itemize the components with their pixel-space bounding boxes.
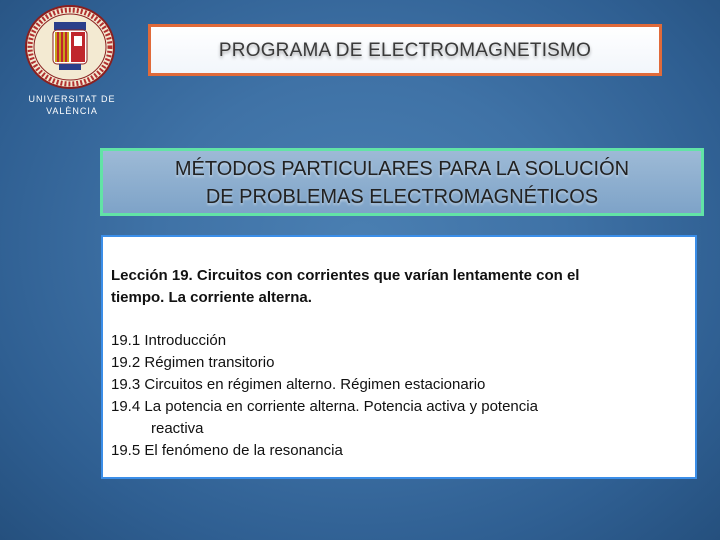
topic-item: 19.5 El fenómeno de la resonancia [111,442,343,459]
lesson-title [111,265,686,309]
slide-title [103,155,701,211]
university-name-line2: VALÈNCIA [46,106,98,116]
slide-title-line1: MÉTODOS PARTICULARES PARA LA SOLUCIÓN [174,158,630,180]
content-box [101,235,697,479]
topic-item: 19.1 Introducción [111,332,227,349]
lesson-title-line2: tiempo. La corriente alterna. [111,289,312,306]
topic-item-continuation: reactiva [151,420,204,437]
topic-list [111,330,686,462]
university-seal-icon [24,4,116,90]
header-banner [148,24,662,76]
header-title: PROGRAMA DE ELECTROMAGNETISMO [218,40,592,61]
university-name-line1: UNIVERSITAT DE [28,94,116,104]
topic-item: 19.3 Circuitos en régimen alterno. Régimen estacionario [111,376,486,393]
topic-item: 19.2 Régimen transitorio [111,354,275,371]
topic-item: 19.4 La potencia en corriente alterna. Potencia activa y potencia [111,398,538,415]
lesson-title-line1: Lección 19. Circuitos con corrientes que varían lentamente con el [111,267,580,284]
slide-title-box [100,148,704,216]
university-name [10,93,134,117]
slide-title-line2: DE PROBLEMAS ELECTROMAGNÉTICOS [205,186,599,208]
